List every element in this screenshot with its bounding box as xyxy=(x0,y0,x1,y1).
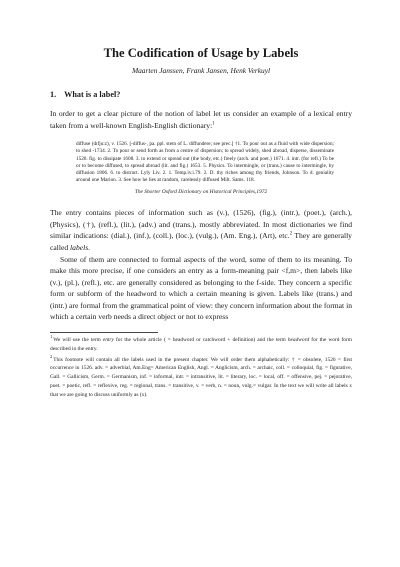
footnote-1-mid: for the whole article ( = headword or catchword + definition) and the term xyxy=(113,337,288,344)
dictionary-entry: diffuse (dɪfju:z), v. 1526. [-diffus-, pa. ppl. stem of L. diffundere; see prec.] †1. To pour out as a fluid with wide dispersion; to shed -1734. 2. To pour or send forth as from a centre of dispersion; to spread widely, shed abroad, disperse, disseminate 1526. fig. to dissipate 1608. 3. to extend or spread out (the body, etc.) freely (arch. and poet.) 1671. 4. intr. (for refl.) To be or to become diffused, to spread abroad (lit. and fig.) 1653. 5. Physics. To intermingle, or (trans.) cause to intermingle, by diffusion 1806. 6. to distract. Lyly Liv. 2. 1. Temp.iv.i.79. 2. D. thy riches among thy friends, Johnson. To d. geniality around one Marion. 3. See how he lies at random, carelessly diffused Milt. Sams. 118. xyxy=(76,141,334,183)
body-paragraph-1-period: . xyxy=(88,242,91,252)
body-paragraph-2: Some of them are connected to formal aspects of the word, some of them to its meaning. To make this more precise, if one considers an entry as a form-meaning pair <f,m>, then labels like (v.), (pl.), (refl.), etc. are generally considered as belonging to the f-side. They concern a specific form or subform of the headword to which a certain meaning is given. Labels like (trans.) and (intr.) are formal from the grammatical point of view: they concern information about the format in which a certain verb needs a direct object or not to express xyxy=(50,254,352,322)
body-paragraph-1-text: The entry contains pieces of information such as (v.), (1526), (fig.), (intr.), (poet.), (arch.), (Physics), (†), (refl.), (lit.), (adv.) and (trans.), mostly abbreviated. In most dictionaries we find similar indications: (dial.), (inf.), (coll.), (loc.), (vulg.), (Am. Eng.), (Art), etc. xyxy=(50,208,352,241)
section-heading xyxy=(50,89,352,100)
footnote-2-text: This footnote will contain all the labels used in the present chapter. We will order them alphabetically: † = obsolete, 1526 = first occurrence in 1526. adv. = adverbial, Am.Eng= American English, Angl. = Anglicism, arch. = archaic, coll. = colloquial, fig. = figurative, Gall. = Gallicism, Germ. = Germanism, inf. = informal, intr. = intransitive, lit. = literary, loc. = local, off. = offensive, pej. = pejorative, poet. = poetic, refl. = reflexive, reg. = regional, trans. = transitive, v. = verb, n. = noun, vulg.= vulgar. In the text we will write all labels x that we are going to discuss uniformly as (x). xyxy=(50,356,352,398)
labels-term: labels xyxy=(70,242,89,252)
footnote-1 xyxy=(50,336,352,354)
footnote-1-term-headword: headword xyxy=(287,337,310,344)
entry-caption: The Shorter Oxford Dictionary on Historical Principles,1972 xyxy=(134,189,268,196)
footnote-1-post: for the word form described in the entry. xyxy=(50,337,352,352)
footnote-2-marker: 2 xyxy=(50,353,53,359)
footnote-divider xyxy=(50,332,158,333)
footnote-ref-1[interactable]: 1 xyxy=(212,121,215,127)
footnote-2 xyxy=(50,353,352,400)
body-paragraph-1 xyxy=(50,207,352,253)
section-number: 1. xyxy=(50,90,57,99)
intro-text: In order to get a clear picture of the notion of label let us consider an example of a lexical entry taken from a well-known English-English dictionary: xyxy=(50,109,352,130)
intro-paragraph xyxy=(50,108,352,131)
footnote-1-pre: We will use the term xyxy=(53,337,103,344)
footnote-1-marker: 1 xyxy=(50,334,53,340)
paper-title: The Codification of Usage by Labels xyxy=(103,46,299,60)
footnote-1-term-entry: entry xyxy=(102,337,114,344)
section-title: What is a label? xyxy=(64,90,121,99)
body-paragraph-1-end: They are generally called xyxy=(50,231,352,252)
footnote-ref-2[interactable]: 2 xyxy=(289,231,293,237)
paper-authors: Maarten Janssen, Frank Jansen, Henk Verkuyl xyxy=(131,66,271,75)
